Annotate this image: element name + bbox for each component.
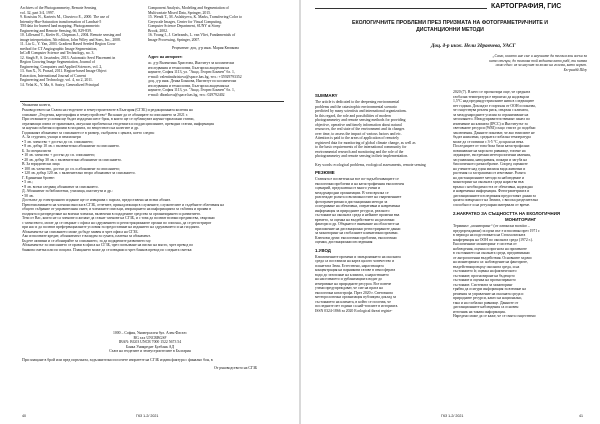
body-line: на дистанционните методи за наблюдение и — [453, 175, 525, 180]
address-block — [148, 61, 284, 99]
column-2-text — [453, 90, 587, 207]
rezume-line: фактори и др. Обърнато е внимание на областите на — [315, 222, 400, 226]
address-text — [148, 61, 284, 97]
bank-line: BG xxx UNCRBGSF — [133, 335, 167, 340]
reference-line: image interpretation, 5th edition, John Wiley and Sons, Inc., 2008. — [20, 37, 121, 42]
notice-line: Бъдете активни и се абонирайте за списанието, за да подкрепите развитието му. — [22, 238, 152, 243]
notice-line: банкова сметка или по пощата. Плащането може да се извърши и чрез банков превод по следната сметка: — [22, 247, 193, 252]
reviewer-line: Рецензент: доц. д-р инж. Мария Кюпкова — [172, 46, 239, 50]
summary-line: photogrammetry and remote sensing methods for providing — [315, 118, 406, 122]
notice-line: При сегашните условия ще бъдат издадени шест броя, в които ще се публикуват научно-приложни статии, — [22, 117, 195, 121]
notice-line: списание „Геодезия, картография и земеустройство“ Ви канят да се абонирате за списанието за 2021 г. — [22, 112, 188, 117]
right-page — [301, 0, 600, 424]
intro-line: среда са поставили на карта цялото човечество и — [315, 259, 395, 263]
article-title-line-2: ДИСТАНЦИОННИ МЕТОДИ — [416, 27, 484, 33]
address-line: изследвания и технологии, Българска академия на — [148, 83, 230, 88]
section-2-line: предупреждавам) за пръв път е използван през 1971 г. — [453, 228, 541, 233]
summary-line: objective, operative and timely information about natural — [315, 122, 402, 127]
body-line: ледниците, екстремни метеорологични явления, — [453, 153, 531, 157]
epigraph — [469, 54, 587, 76]
rezume-line: времето, за оценка на въздействието на различни — [315, 217, 395, 222]
notice-line: гилдията и разпределяне на всички членски, включени в подадените средства за организирането и развитието. — [22, 211, 202, 216]
reference-line: 11. Liu G., Y. Yan, 2003. Gradient Based Seeded Region Grow — [20, 42, 116, 46]
notice-line: Годишният абонамент за списанието е в размер, съобразен с цената, което следва: — [22, 130, 155, 135]
body-line: цялата повърхност на Земята, с висока разделителна — [453, 198, 538, 202]
rezume-line: фотограметрични и дистанционни методи за — [315, 199, 388, 204]
body-line: биологичното разнообразие. Според оценките — [453, 162, 528, 166]
right-column — [453, 90, 587, 410]
summary-text — [315, 100, 447, 159]
notice-line: отразяващи опита от практиката, актуални проблеми на геодезията и поддисциплините, преводни статии, информация — [22, 121, 214, 126]
subscription-notice — [22, 108, 284, 331]
reference-line: 16. Young I., J. Gerbrands, L. van Vliet, Fundamentals of — [148, 33, 236, 37]
rubric: КАРТОГРАФИЯ, ГИС — [491, 3, 562, 10]
rezume-line: информация за природните ресурси, реалното — [315, 208, 390, 213]
body-line: световните ресурси (WRI) също стигат до подобни — [453, 126, 536, 130]
epigraph-line: само едно: аз за научит за колко на голема, като хорит. — [495, 63, 587, 67]
reference-line: Intensity-Hue-Saturation transformation of Landsat-5 — [20, 19, 102, 24]
summary-line: registered data for monitoring of global climate change, as well as — [315, 140, 416, 145]
intro-line: планетата Земя. Естествено, нарастващата — [315, 263, 384, 268]
epigraph-text — [469, 54, 587, 72]
notice-line: Ако използвате кредит, абонаментът е валиден за сумата, платена за абонамент. — [22, 234, 151, 238]
notice-line: общото събрание от управителния съвет, и членските списъци, изпращането на информацията за събития и прояви в — [22, 207, 212, 211]
intro-line: Климатичните промени и замърсяването на околната — [315, 254, 401, 259]
section-2-line: трябва да осигури информация за вземане на — [453, 287, 526, 291]
reference-line: Extraction, International Journal of Current — [20, 73, 86, 78]
page-number-right: 41 — [579, 414, 583, 418]
section-2-heading — [453, 211, 587, 223]
reference-line: 13. Sun X., N. Prasad, 2011. Region-based Image Object — [20, 69, 107, 73]
intro-line: състоянието на климата, в който се посочва, че — [315, 299, 391, 304]
rezume-line: международни организации. В тази връзка се — [315, 190, 389, 195]
body-line: затоплянето. Междуправителственият панел по — [453, 117, 530, 121]
notice-line: Абонаментът на списанието може да бъде заявен и чрез офиса на СГЗБ. — [22, 229, 139, 234]
notice-line: • 10 лв. членство + достъп до сп. списанието; — [22, 153, 96, 157]
section-2-line: решения за управление на околната среда и — [453, 291, 524, 296]
reference-list — [20, 6, 144, 87]
body-line: за международните усилия за ограничаване на — [453, 112, 529, 117]
reference-line: TM data for burned land mapping. Photogrammetric — [20, 24, 100, 28]
section-2-line: източник на такава информация. — [453, 309, 506, 314]
section-2-line: Терминът „мониторинг“ (от латински monitor – — [453, 224, 530, 228]
rezume-line: за мониторинг на глобалните климатични промени. — [315, 231, 399, 235]
summary-line: predicted by many scientists and international organizations. — [315, 109, 407, 113]
reference-line: Region Growing Image Segmentation, Journal of — [20, 60, 95, 64]
epigraph-line: Бъ-рнадй Шоу — [563, 67, 587, 72]
address-line: доц. д-р инж. Денка Бонкова, Институт по космически — [148, 79, 237, 83]
section-2-line: в състоянието на околната среда, предизвикани — [453, 251, 530, 255]
address-heading: Адрес на авторите: — [148, 54, 183, 59]
reference-line: vol. 32, part 3/4, 1997. — [20, 10, 55, 15]
reference-list-continued — [148, 6, 284, 42]
body-line: засушавания, наводнения, пожари и загуба на — [453, 157, 527, 162]
section-2-text — [453, 224, 587, 319]
section-2-line: състояние и оценка на прогнозираното — [453, 278, 516, 282]
section-2-line: състоянието ѝ; оценка на фактическото — [453, 269, 517, 273]
notice-line: Д. Абонамент за библиотеки, училища, институти и др.: — [22, 189, 113, 193]
body-line: че съществува реален риск, свързан с климата, — [453, 108, 529, 112]
address-line: e-mail: valentinahristova@space.bas.bg, тел.: +35929793352 — [148, 74, 242, 79]
notice-line: • 120 лв. добър 120 лв. с включително второ абонамент за списанието. — [22, 171, 136, 175]
journal-mark-left: ГКЗ 1-2/ 2021 — [136, 414, 159, 418]
notice-heading: Уважаеми колеги, — [22, 103, 51, 107]
references-left — [20, 6, 144, 87]
section-2-line: Наредено може да се каже, че се смята съществено — [453, 314, 536, 318]
section-2-line: в периода на подготовката на Стокхолмската — [453, 233, 526, 237]
section-2-line: Екологичният мониторинг е система от — [453, 242, 517, 246]
divider — [20, 101, 284, 102]
body-line: пет години. Докладът е поръчан от ООН и показва, — [453, 103, 536, 108]
notice-line: • 5 лв. членство + достъп до сп. списанието; — [22, 139, 94, 144]
author: Доц. д-р инж. Нели Здравчева, УАСГ — [431, 43, 516, 49]
body-line: бъдат намалени, средната глобална температура — [453, 135, 531, 139]
epigraph-line: като отгъри, до толкова той водиата като рибі, ти питва — [489, 58, 587, 63]
rezume-line: Ключови думи: екологични проблеми, екологични — [315, 235, 397, 240]
notice-line: • 100 лв. членство, достъп до сп. и абонамент за списанието; — [22, 166, 121, 171]
reference-line: 9. Koutsias N., Karteris M., Chuvieco E., 2000. The use of — [20, 15, 110, 19]
bank-line: 1000 – София, Универсален бул. Ален Фаселс — [112, 331, 188, 335]
intro-line: последните пет години са най-топлите в историята. — [315, 304, 399, 308]
signature: От ръководството на СГЗБ — [214, 366, 258, 370]
epigraph-line: „Само, когато ние сме и научните да теглим вън всеки за — [492, 54, 587, 58]
summary-heading: SUMMARY — [315, 93, 338, 98]
reference-line: Image Processing, Springer, 2007. — [148, 37, 201, 42]
notice-line: • 20 лв. добър 30 лв. с включително абонамент за списанието. — [22, 157, 122, 162]
left-column — [315, 90, 447, 410]
notice-line: Достъпът до електронното издание ще се извършва с парола, предоставена на всеки абонат. — [22, 198, 171, 202]
reference-line: Greyscale Images, Center for Visual Computing, — [148, 19, 223, 24]
bank-lines — [60, 331, 240, 354]
rezume-line: приложение на дистанционно регистрираните данни — [315, 226, 401, 231]
notice-line: с членството, могат да се свържат с офиса на сдружението и регистрационните органи по списъка, да се регистрират — [22, 220, 212, 225]
summary-line: over time, to assess the impact of various factors and etc. — [315, 131, 402, 136]
section-2-line: въздействащи върху околната среда, и на — [453, 264, 520, 269]
notice-line: Тези от Вас, които не са членове и желаят да станат членове на СГЗБ, и с това да ползват всички предимства, свързани — [22, 216, 215, 220]
section-2-heading-line-1: 2.НАКРАТКО ЗА СЪЩНОСТТА НА ЕКОЛОГИЧНИЯ — [453, 211, 561, 216]
body-line: може да се повиши с 3-5 °C до края на века. — [453, 139, 525, 144]
notice-line: за научни събития и прояви в гилдията, по веществото на колегите и др. — [22, 126, 139, 130]
address-line: изследвания и технологии, Българска академия на — [148, 65, 230, 70]
closing-line: При плащане в брой или пред поръчката, задължително посочете изпратете на СГЗБ издава фактура с финално бон, в — [22, 358, 213, 362]
reference-line: Engineering, Computers and Applied Sciences, vol. 2, — [20, 64, 103, 69]
notice-line: • 50 лв. — [22, 193, 34, 198]
intro-line: ISSN 0324-1866 за 2020 Ecological threat registe- — [315, 308, 393, 313]
section-2-line: дистанционните наблюдения са основен — [453, 305, 519, 309]
reference-line: InCoB Computer Science and Technology, no. 3. — [20, 51, 95, 55]
rezume-text — [315, 177, 447, 245]
reference-line: 12. Singh P., S. Jaswinder, 2013. Automatic Seed Placement in — [20, 55, 116, 60]
summary-line: photogrammetry and remote sensing in their implementation. — [315, 154, 409, 158]
reference-line: Component Analysis, Modeling and Segmentation of — [148, 6, 229, 10]
bank-line: Съюз на геодезите и земеустроителите в България — [109, 349, 191, 353]
body-line: изменение на климата (IPCC) и Институтът за — [453, 121, 528, 126]
notice-line: • 8 лв. добър 10 лв. с включително абонамент за списанието. — [22, 144, 120, 148]
body-line: дистанционните изследвания предоставят данни за — [453, 193, 536, 198]
body-line: на учените над един милион вида животни и — [453, 166, 526, 171]
address-line: e-mail: dbonkova@space.bas.bg, тел.: 029792402 — [148, 92, 225, 97]
intro-line: метеорологична организация публикува доклад за — [315, 295, 397, 299]
body-line: Последиците от това биха били катастрофални: — [453, 144, 531, 148]
address-line: ас. д-р Валентина Христова, Институт за космически — [148, 61, 235, 65]
reference-line: Engineering and Technology, vol. 4, no 2, 2011. — [20, 78, 93, 82]
notice-line: Абонаментът за списанието се прави в офиса на СГЗБ, чрез попълване на писмо на място, чрез превод по — [22, 243, 194, 247]
notice-line: А. За студенти, учащи и пенсионери — [22, 135, 81, 139]
address-line: науките, София 1113, ул. "Акад. Георги Бончев" бл. 1, — [148, 70, 235, 74]
intro-heading: 1.УВОД — [315, 247, 331, 253]
reference-line: Engineering and Remote Sensing, 66, 829-839. — [20, 28, 92, 33]
reference-line: Computer Science Department, SUNY at Stony — [148, 24, 221, 28]
section-2-line: състояние. Системата за мониторинг — [453, 282, 513, 287]
notice-line: Преизчисляването на членски вноски в СГЗБ, отчетите, принадлежащи в служените, служителите и съдебните облечения на — [22, 202, 224, 207]
reference-line: Archives of the Photogrammetry, Remote Sensing — [20, 6, 97, 10]
left-page — [0, 0, 299, 424]
rezume-line: екологични проблеми и на катастрофичния екологичен — [315, 181, 405, 186]
notice-line: Г. Единични броеве: — [22, 175, 55, 180]
section-2-line: така и на глобално равнище. Данните от — [453, 300, 519, 305]
section-2-line: от антропогенни въздействия. Основните задачи — [453, 255, 532, 260]
notice-line: Б. За специалисти — [22, 148, 52, 153]
section-2-line: на мониторинга са: наблюдение на факторите, — [453, 260, 528, 264]
section-2-heading-line-2: МОНИТОРИНГ — [505, 217, 537, 222]
body-line: връзка с необходимостта от обективна, надеждна — [453, 184, 533, 189]
body-line: глобална температура е вероятно да надхвърли — [453, 94, 530, 99]
article-title-line-1: ЕКОЛОГИЧНИТЕ ПРОБЛЕМИ ПРЕЗ ПРИЗМАТА НА ФОТОГРАМЕТРИЧНИТЕ И — [352, 20, 548, 26]
notice-text — [22, 108, 284, 252]
bank-line: IBAN: BG03 UNCR 7000 1522 5673 54 — [118, 340, 182, 344]
rezume-line: оценки, дистанционни изследвания — [315, 240, 373, 244]
rezume-heading: РЕЗЮМЕ — [315, 170, 335, 175]
references-right — [148, 6, 284, 46]
rubric-rule — [315, 8, 487, 9]
body-line: мониторинг на околната среда нараства във — [453, 180, 524, 184]
intro-line: концентрация на парникови газове в атмосферата — [315, 268, 396, 272]
body-line: и навременна информация. Фотограметрията и — [453, 189, 530, 193]
keywords: Key words: ecological problems, ecological assessments, remote sensing — [315, 162, 426, 167]
rezume-line: разглеждат ролята и възможностите на съвременните — [315, 195, 402, 199]
reference-line: method for CT Angiographic Image Segmentation, — [20, 46, 98, 51]
journal-mark-right: ГКЗ 1-2/ 2021 — [441, 414, 464, 418]
bank-details — [60, 331, 240, 355]
intro-line: на населението и урбанизацията водят до — [315, 277, 383, 281]
bank-line: Банка Уникредит Булбанк АД — [125, 344, 175, 349]
notice-line: • 8 лв. всеки следващ абонамент за списанието. — [22, 184, 99, 189]
summary-line: to the basic requirements of the international community for — [315, 145, 407, 149]
body-line: 2020 (7). В него се прогнозира още, че средната — [453, 90, 531, 94]
intro-line: води до затопляне на климата, а нарастването — [315, 272, 389, 277]
rezume-line: Статията е посветена на все по-задълбочаващите се — [315, 177, 399, 181]
summary-line: problems and the catastrophic environmental scenario — [315, 104, 397, 109]
summary-line: The article is dedicated to the deepening environmental — [315, 100, 400, 104]
notice-line: Ръководството на Съюза на геодезите и земеустроителите в България (СГЗБ) и редакционната колегия на — [22, 108, 193, 112]
rezume-line: състояние на околната среда и нейните промени във — [315, 213, 400, 217]
reference-line: Multivariate Mixed Data, Springer, 2015. — [148, 10, 212, 15]
summary-line: Attention is paid to the areas of application of remotely — [315, 136, 400, 140]
body-line: заключения. Данните показват, че ако емисиите не — [453, 130, 535, 135]
reference-line: Brook, 2002. — [148, 28, 168, 33]
intro-line: учени предупреждават, че сме на прага на — [315, 286, 383, 290]
rezume-line: осигуряване на обективна, оперативна и навременна — [315, 204, 401, 208]
body-line: растения са застрашени от изчезване. Ролята — [453, 171, 526, 175]
rezume-line: сценарий, предсказван от много учени и — [315, 186, 381, 190]
intro-text — [315, 255, 447, 314]
intro-line: екологична катастрофа. През 2020 г. Световната — [315, 290, 393, 295]
page-number-left: 40 — [22, 414, 26, 418]
summary-line: In this regard, the role and possibilities of modern — [315, 113, 391, 118]
notice-line: при нас и да ползват преференциалните условия за предоставяне на изданието на сдружението и на гилдията. — [22, 225, 200, 229]
reference-line: 14. Velat K., Y. Ma, S. Sastry, Generalized Principal — [20, 82, 100, 87]
body-line: способност и на регулярни интервали от време. — [453, 202, 531, 207]
section-2-line: наблюдения, оценка и прогноза на промените — [453, 246, 527, 251]
reference-line: 15. Wendt T., M. Asfahiyeva, K. Marks, Transferring Color to — [148, 15, 242, 19]
intro-line: изчерпване на природните ресурси. Все повече — [315, 281, 392, 286]
section-2-line: конференция на ООН по околната среда (1972 г.). — [453, 237, 533, 242]
summary-line: resources, the real state of the environment and its changes — [315, 127, 405, 131]
notice-line: • 5 лв.; — [22, 180, 33, 184]
body-line: 1,5°C над прединдустриалните нива в следващите — [453, 99, 535, 103]
section-2-line: природните ресурси, както на национално, — [453, 296, 523, 300]
body-line: повишаване на морското равнище, топене на — [453, 148, 526, 153]
reference-line: 10. Lillesand T., Kiefer R., Chipman J., 2004. Remote sensing and — [20, 33, 121, 37]
notice-line: В. За юридически лица — [22, 162, 60, 166]
summary-line: environmental research and monitoring and the role of the — [315, 149, 404, 154]
section-2-line: състояние; прогнозиране на бъдещото — [453, 273, 515, 278]
address-line: науките, София 1113, ул. "Акад. Георги Бончев" бл. 1, — [148, 88, 235, 92]
